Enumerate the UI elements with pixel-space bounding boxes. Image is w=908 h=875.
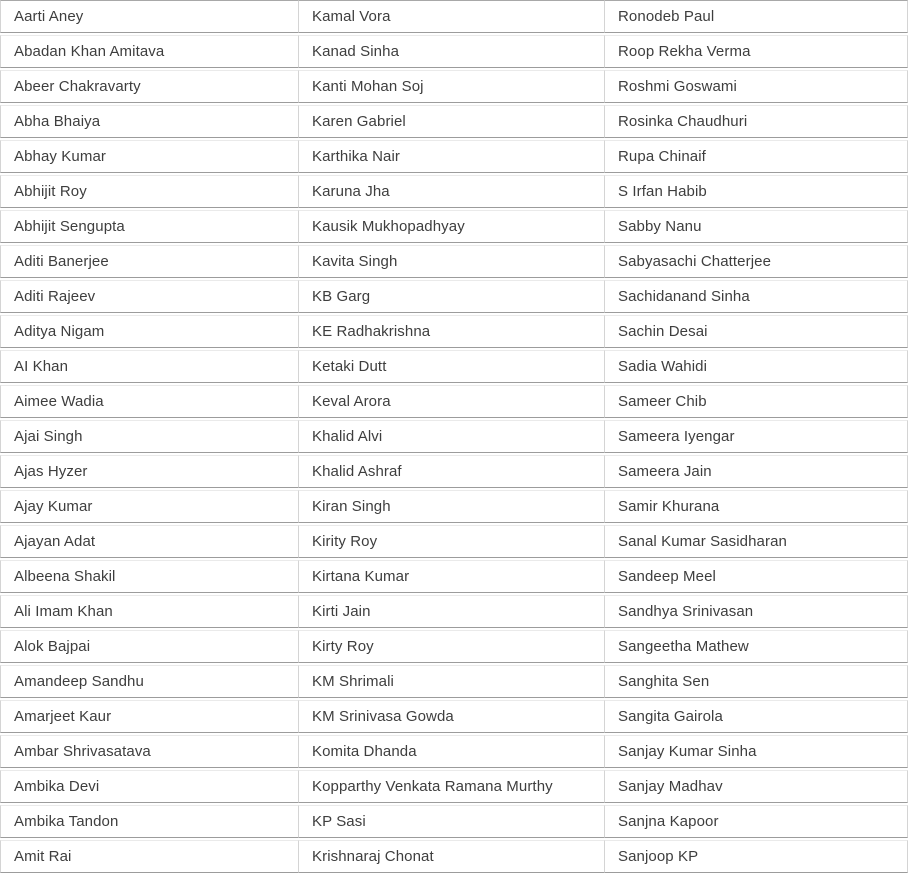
name-cell: Khalid Alvi — [299, 420, 605, 453]
table-row — [0, 840, 908, 873]
name-cell: Kiran Singh — [299, 490, 605, 523]
name-cell: Karen Gabriel — [299, 105, 605, 138]
table-row — [0, 665, 908, 698]
table-row — [0, 700, 908, 733]
name-cell: Aarti Aney — [0, 0, 299, 33]
name-cell: Kirtana Kumar — [299, 560, 605, 593]
table-row — [0, 35, 908, 68]
name-cell: KM Shrimali — [299, 665, 605, 698]
name-cell: Abadan Khan Amitava — [0, 35, 299, 68]
name-cell: Abhijit Sengupta — [0, 210, 299, 243]
name-cell: Ambika Tandon — [0, 805, 299, 838]
table-row — [0, 455, 908, 488]
name-cell: Karuna Jha — [299, 175, 605, 208]
table-row — [0, 630, 908, 663]
name-cell: Kopparthy Venkata Ramana Murthy — [299, 770, 605, 803]
name-cell: Aimee Wadia — [0, 385, 299, 418]
name-cell: Sanjay Madhav — [605, 770, 908, 803]
name-cell: Keval Arora — [299, 385, 605, 418]
name-cell: KM Srinivasa Gowda — [299, 700, 605, 733]
name-cell: Sangeetha Mathew — [605, 630, 908, 663]
table-row — [0, 525, 908, 558]
name-cell: KE Radhakrishna — [299, 315, 605, 348]
name-cell: Rosinka Chaudhuri — [605, 105, 908, 138]
name-cell: Sanjna Kapoor — [605, 805, 908, 838]
name-cell: Abha Bhaiya — [0, 105, 299, 138]
table-row — [0, 140, 908, 173]
table-row — [0, 420, 908, 453]
name-cell: Karthika Nair — [299, 140, 605, 173]
name-cell: Ajay Kumar — [0, 490, 299, 523]
name-cell: Ajas Hyzer — [0, 455, 299, 488]
table-row — [0, 105, 908, 138]
name-cell: Roshmi Goswami — [605, 70, 908, 103]
name-cell: Komita Dhanda — [299, 735, 605, 768]
name-cell: Abhay Kumar — [0, 140, 299, 173]
name-cell: Ajai Singh — [0, 420, 299, 453]
name-cell: KB Garg — [299, 280, 605, 313]
name-cell: Kirti Jain — [299, 595, 605, 628]
table-row — [0, 315, 908, 348]
name-cell: Rupa Chinaif — [605, 140, 908, 173]
name-cell: Sabyasachi Chatterjee — [605, 245, 908, 278]
name-cell: Aditya Nigam — [0, 315, 299, 348]
name-cell: Alok Bajpai — [0, 630, 299, 663]
name-cell: AI Khan — [0, 350, 299, 383]
name-cell: Kanti Mohan Soj — [299, 70, 605, 103]
table-row — [0, 70, 908, 103]
table-row — [0, 735, 908, 768]
name-cell: Sameer Chib — [605, 385, 908, 418]
name-cell: Sangita Gairola — [605, 700, 908, 733]
table-row — [0, 0, 908, 33]
name-cell: Ronodeb Paul — [605, 0, 908, 33]
name-cell: Roop Rekha Verma — [605, 35, 908, 68]
table-row — [0, 490, 908, 523]
name-cell: Krishnaraj Chonat — [299, 840, 605, 873]
name-cell: Sameera Jain — [605, 455, 908, 488]
table-row — [0, 210, 908, 243]
table-row — [0, 770, 908, 803]
name-cell: Sanjoop KP — [605, 840, 908, 873]
name-cell: Sanjay Kumar Sinha — [605, 735, 908, 768]
table-row — [0, 350, 908, 383]
name-cell: Sadia Wahidi — [605, 350, 908, 383]
name-cell: Sanal Kumar Sasidharan — [605, 525, 908, 558]
table-row — [0, 595, 908, 628]
name-cell: Ali Imam Khan — [0, 595, 299, 628]
name-cell: Ambika Devi — [0, 770, 299, 803]
name-cell: Abhijit Roy — [0, 175, 299, 208]
name-cell: Sachin Desai — [605, 315, 908, 348]
name-cell: Ambar Shrivasatava — [0, 735, 299, 768]
name-cell: Aditi Rajeev — [0, 280, 299, 313]
name-cell: Sameera Iyengar — [605, 420, 908, 453]
name-cell: Sandeep Meel — [605, 560, 908, 593]
name-cell: Kirity Roy — [299, 525, 605, 558]
table-row — [0, 385, 908, 418]
name-cell: Amandeep Sandhu — [0, 665, 299, 698]
name-cell: Khalid Ashraf — [299, 455, 605, 488]
table-row — [0, 280, 908, 313]
name-cell: Abeer Chakravarty — [0, 70, 299, 103]
name-cell: Sanghita Sen — [605, 665, 908, 698]
name-cell: Ketaki Dutt — [299, 350, 605, 383]
table-row — [0, 805, 908, 838]
name-cell: Ajayan Adat — [0, 525, 299, 558]
name-cell: Kamal Vora — [299, 0, 605, 33]
name-cell: Amarjeet Kaur — [0, 700, 299, 733]
name-cell: Samir Khurana — [605, 490, 908, 523]
name-cell: Albeena Shakil — [0, 560, 299, 593]
name-cell: Kausik Mukhopadhyay — [299, 210, 605, 243]
name-cell: Kavita Singh — [299, 245, 605, 278]
name-cell: KP Sasi — [299, 805, 605, 838]
table-row — [0, 245, 908, 278]
name-cell: Kanad Sinha — [299, 35, 605, 68]
table-row — [0, 175, 908, 208]
name-cell: Sabby Nanu — [605, 210, 908, 243]
name-cell: Amit Rai — [0, 840, 299, 873]
name-cell: Kirty Roy — [299, 630, 605, 663]
name-cell: Aditi Banerjee — [0, 245, 299, 278]
name-cell: S Irfan Habib — [605, 175, 908, 208]
name-cell: Sachidanand Sinha — [605, 280, 908, 313]
table-row — [0, 560, 908, 593]
name-cell: Sandhya Srinivasan — [605, 595, 908, 628]
